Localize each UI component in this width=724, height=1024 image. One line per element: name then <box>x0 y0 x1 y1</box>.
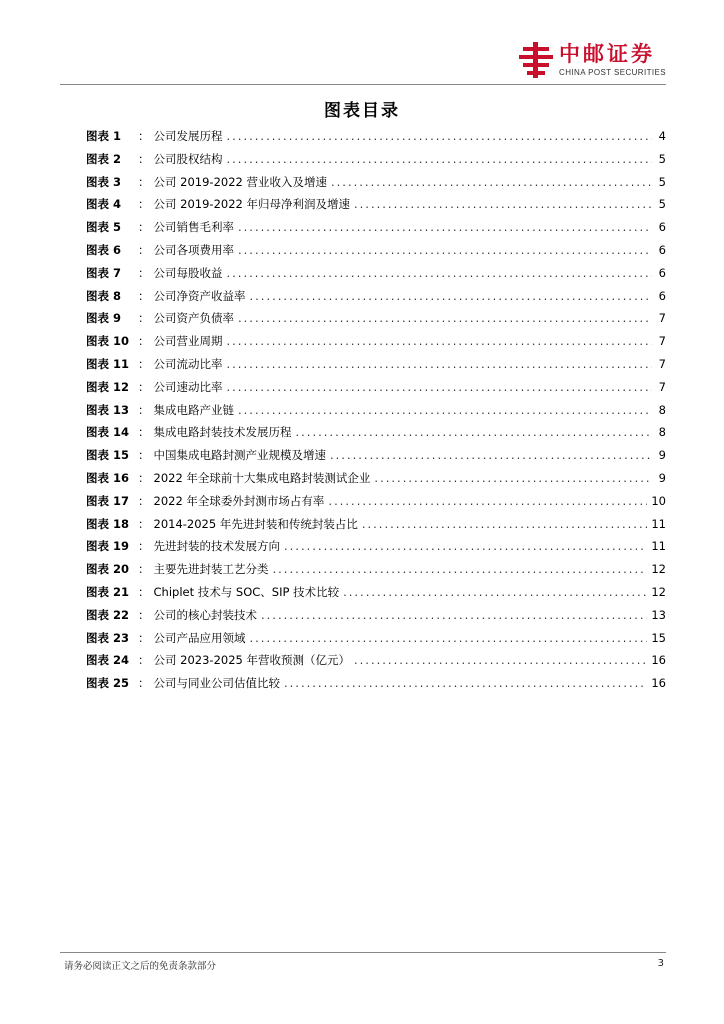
header-divider <box>60 84 666 85</box>
toc-entry-page: 6 <box>658 242 666 257</box>
toc-entry-label: 图表 5 <box>86 220 122 235</box>
toc-entry-page: 4 <box>658 129 666 143</box>
toc-entry-page: 6 <box>658 265 666 280</box>
toc-entry-colon: ： <box>138 129 150 143</box>
toc-entry[interactable] <box>86 424 666 447</box>
toc-entry-colon: ： <box>138 493 150 508</box>
toc-entry-text: 先进封装的技术发展方向 <box>153 539 280 554</box>
toc-entry-text: 集成电路封装技术发展历程 <box>153 425 292 440</box>
toc-entry-colon: ： <box>138 242 150 257</box>
toc-entry-text: 公司 2019-2022 年归母净利润及增速 <box>153 197 350 212</box>
toc-entry[interactable] <box>86 561 666 584</box>
toc-entry-page: 13 <box>651 607 666 622</box>
toc-entry-text: 公司营业周期 <box>153 334 223 349</box>
toc-dot-leader <box>354 653 647 667</box>
toc-entry-text: 2014-2025 年先进封装和传统封装占比 <box>153 516 358 531</box>
toc-entry-colon: ： <box>138 379 150 394</box>
toc-entry[interactable] <box>86 516 666 539</box>
toc-entry-text: 公司流动比率 <box>153 356 223 371</box>
toc-dot-leader <box>227 129 653 143</box>
toc-entry-page: 5 <box>658 151 666 166</box>
toc-entry-label: 图表 17 <box>86 493 130 508</box>
toc-entry-text: 公司股权结构 <box>153 151 223 166</box>
toc-entry-page: 9 <box>658 448 666 463</box>
toc-entry[interactable] <box>86 196 666 219</box>
toc-entry-label: 图表 6 <box>86 242 122 257</box>
toc-entry-label: 图表 10 <box>86 334 130 349</box>
brand-name-en: CHINA POST SECURITIES <box>559 68 666 77</box>
toc-entry[interactable] <box>86 470 666 493</box>
toc-dot-leader <box>250 631 648 645</box>
toc-entry-label: 图表 4 <box>86 197 122 212</box>
toc-entry-text: 公司速动比率 <box>153 379 223 394</box>
toc-entry-page: 9 <box>658 470 666 485</box>
toc-entry[interactable] <box>86 675 666 698</box>
toc-dot-leader <box>238 243 652 257</box>
toc-entry[interactable] <box>86 288 666 311</box>
toc-entry-label: 图表 12 <box>86 379 130 394</box>
disclaimer-note: 请务必阅读正文之后的免责条款部分 <box>64 961 217 972</box>
toc-entry-page: 12 <box>651 584 666 599</box>
toc-entry-page: 12 <box>651 562 666 577</box>
toc-entry-label: 图表 20 <box>86 562 130 577</box>
toc-dot-leader <box>238 403 652 417</box>
brand-name-cn: 中邮证券 <box>559 42 656 66</box>
toc-entry-page: 6 <box>658 288 666 303</box>
toc-entry-page: 10 <box>651 493 666 508</box>
toc-dot-leader <box>374 471 652 485</box>
toc-entry-label: 图表 21 <box>86 584 130 599</box>
toc-entry-colon: ： <box>138 220 150 235</box>
toc-entry-colon: ： <box>138 516 150 531</box>
toc-entry-colon: ： <box>138 425 150 440</box>
toc-dot-leader <box>238 220 652 234</box>
toc-entry-text: 公司资产负债率 <box>153 311 234 326</box>
toc-entry-label: 图表 2 <box>86 151 122 166</box>
toc-title: 图表目录 <box>324 101 400 121</box>
toc-entry-colon: ： <box>138 562 150 577</box>
toc-entry[interactable] <box>86 333 666 356</box>
toc-entry-text: 主要先进封装工艺分类 <box>153 562 269 577</box>
toc-entry-label: 图表 16 <box>86 470 130 485</box>
toc-entry-page: 11 <box>651 539 666 554</box>
toc-entry-colon: ： <box>138 539 150 554</box>
toc-entry-colon: ： <box>138 607 150 622</box>
toc-entry-page: 5 <box>658 174 666 189</box>
toc-dot-leader <box>328 494 647 508</box>
toc-entry-text: 2022 年全球前十大集成电路封装测试企业 <box>153 470 371 485</box>
toc-entry[interactable] <box>86 174 666 197</box>
toc-entry-page: 7 <box>658 311 666 326</box>
toc-entry[interactable] <box>86 584 666 607</box>
toc-dot-leader <box>362 517 648 531</box>
toc-entry-text: 公司各项费用率 <box>153 242 234 257</box>
toc-entry-colon: ： <box>138 151 150 166</box>
toc-entry[interactable] <box>86 402 666 425</box>
toc-entry-page: 8 <box>658 402 666 417</box>
toc-entry-text: 公司产品应用领域 <box>153 630 246 645</box>
toc-entry-colon: ： <box>138 470 150 485</box>
toc-entry[interactable] <box>86 151 666 174</box>
toc-dot-leader <box>227 152 653 166</box>
toc-entry-label: 图表 13 <box>86 402 130 417</box>
toc-entry-text: 公司 2019-2022 营业收入及增速 <box>153 174 327 189</box>
toc-entry-text: 公司发展历程 <box>153 129 223 143</box>
toc-entry[interactable] <box>86 493 666 516</box>
toc-dot-leader <box>227 357 653 371</box>
toc-entry-colon: ： <box>138 448 150 463</box>
toc-entry-page: 5 <box>658 197 666 212</box>
toc-entry-text: 集成电路产业链 <box>153 402 234 417</box>
toc-entry-label: 图表 15 <box>86 448 130 463</box>
toc-entry[interactable] <box>86 356 666 379</box>
toc-entry[interactable] <box>86 447 666 470</box>
toc-entry-page: 8 <box>658 425 666 440</box>
toc-entry-colon: ： <box>138 174 150 189</box>
toc-entry-label: 图表 25 <box>86 676 130 691</box>
toc-dot-leader <box>354 197 652 211</box>
toc-dot-leader <box>296 425 653 439</box>
toc-entry-colon: ： <box>138 653 150 668</box>
toc-dot-leader <box>343 585 647 599</box>
toc-entry-label: 图表 11 <box>86 356 130 371</box>
toc-entry-colon: ： <box>138 584 150 599</box>
toc-entry-text: 公司 2023-2025 年营收预测（亿元） <box>153 653 350 668</box>
toc-entry-page: 16 <box>651 653 666 668</box>
toc-entry-text: 公司销售毛利率 <box>153 220 234 235</box>
toc-entry-colon: ： <box>138 197 150 212</box>
toc-entry-text: 公司净资产收益率 <box>153 288 246 303</box>
brand-logo <box>519 42 666 78</box>
page-number: 3 <box>657 958 664 969</box>
toc-entry-text: 2022 年全球委外封测市场占有率 <box>153 493 325 508</box>
toc-entry-page: 6 <box>658 220 666 235</box>
toc-dot-leader <box>284 539 647 553</box>
toc-entry-label: 图表 22 <box>86 607 130 622</box>
footer-divider <box>60 952 666 953</box>
toc-entry-label: 图表 8 <box>86 288 122 303</box>
toc-entry-label: 图表 9 <box>86 311 122 326</box>
china-post-logo-icon <box>519 42 553 78</box>
toc-dot-leader <box>238 311 652 325</box>
toc-entry-page: 7 <box>658 379 666 394</box>
toc-entry-colon: ： <box>138 676 150 691</box>
toc-dot-leader <box>273 562 648 576</box>
toc-entry-page: 15 <box>651 630 666 645</box>
toc-entry-page: 7 <box>658 356 666 371</box>
toc-entry-colon: ： <box>138 402 150 417</box>
toc-entry-label: 图表 14 <box>86 425 130 440</box>
toc-entry-page: 11 <box>651 516 666 531</box>
toc-entry[interactable] <box>86 538 666 561</box>
toc-entry-label: 图表 18 <box>86 516 130 531</box>
toc-entry[interactable] <box>86 652 666 675</box>
toc-entry-colon: ： <box>138 288 150 303</box>
toc-entry-label: 图表 23 <box>86 630 130 645</box>
toc-entry-colon: ： <box>138 265 150 280</box>
toc-dot-leader <box>330 448 652 462</box>
toc-entry-colon: ： <box>138 356 150 371</box>
toc-entry[interactable] <box>86 242 666 265</box>
toc-entry[interactable] <box>86 128 666 151</box>
toc-dot-leader <box>284 676 647 690</box>
toc-entry-label: 图表 7 <box>86 265 122 280</box>
toc-dot-leader <box>331 175 652 189</box>
toc-entry[interactable] <box>86 265 666 288</box>
toc-entry-text: 中国集成电路封测产业规模及增速 <box>153 448 326 463</box>
toc-entry-text: 公司与同业公司估值比较 <box>153 676 280 691</box>
toc-entry-label: 图表 3 <box>86 174 122 189</box>
toc-entry-label: 图表 24 <box>86 653 130 668</box>
toc-entry-colon: ： <box>138 630 150 645</box>
toc-entry[interactable] <box>86 310 666 333</box>
toc-dot-leader <box>227 334 653 348</box>
toc-dot-leader <box>261 608 647 622</box>
toc-entry[interactable] <box>86 379 666 402</box>
toc-dot-leader <box>227 266 653 280</box>
toc-dot-leader <box>227 380 653 394</box>
toc-entry-colon: ： <box>138 311 150 326</box>
toc-entry-page: 16 <box>651 676 666 691</box>
toc-entry-text: 公司每股收益 <box>153 265 223 280</box>
toc-entry-label: 图表 1 <box>86 129 122 143</box>
toc-entry-text: 公司的核心封装技术 <box>153 607 257 622</box>
toc-entry[interactable] <box>86 219 666 242</box>
toc-entry[interactable] <box>86 630 666 653</box>
toc-entry-colon: ： <box>138 334 150 349</box>
toc-entry-label: 图表 19 <box>86 539 130 554</box>
toc-dot-leader <box>250 289 653 303</box>
toc-list <box>86 128 666 698</box>
toc-entry[interactable] <box>86 607 666 630</box>
toc-entry-page: 7 <box>658 334 666 349</box>
toc-entry-text: Chiplet 技术与 SOC、SIP 技术比较 <box>153 584 340 599</box>
